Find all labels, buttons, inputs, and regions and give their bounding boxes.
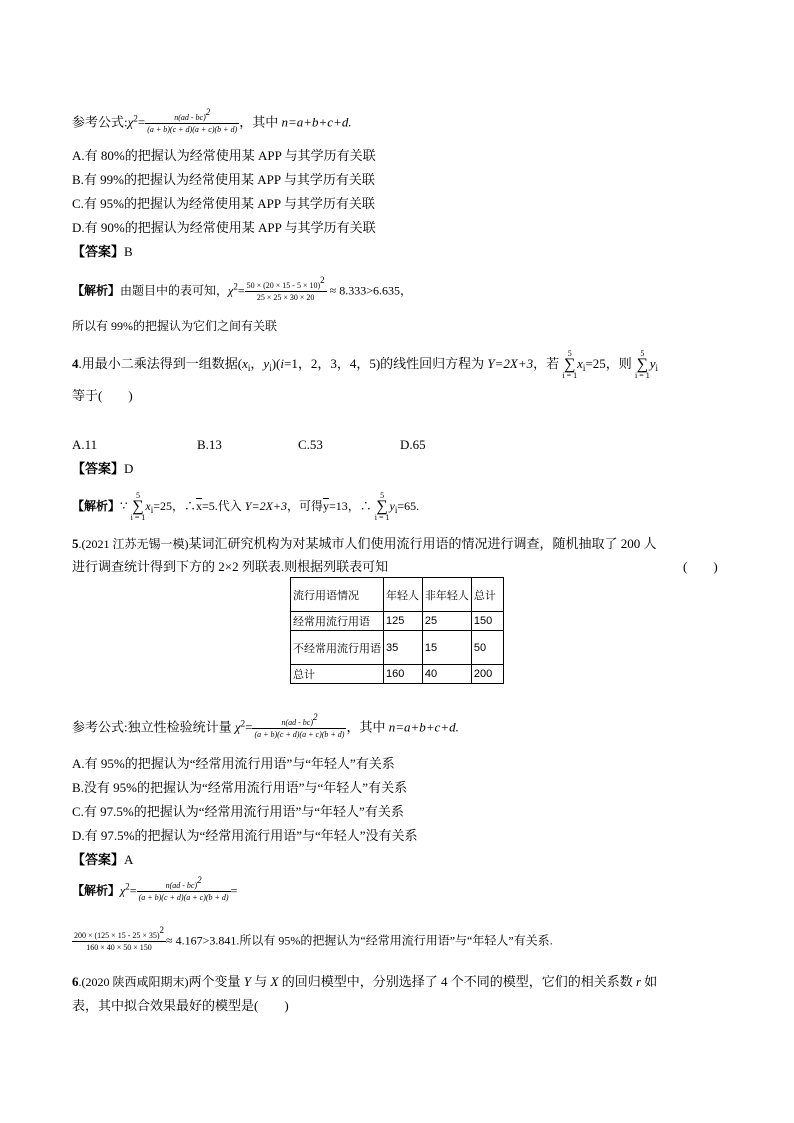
table-cell: 150 <box>471 612 503 631</box>
table-cell: 总计 <box>291 665 384 684</box>
q5-option-b: B.没有 95%的把握认为“经常用流行用语”与“年轻人”有关系 <box>72 780 408 795</box>
formula-line-2: 参考公式:独立性检验统计量 $\chi^2=$ $\frac{n(ad - bc)^2}{(a + b)(c + d)(a + c)(b + d)}$ ，其中 n=a+b+c+d. <box>72 712 459 739</box>
table-header-cell: 非年轻人 <box>422 578 471 612</box>
table-row <box>291 612 504 631</box>
analysis-line-2: 所以有 99%的把握认为它们之间有关联 <box>72 319 277 333</box>
analysis-line: 【解析】由题目中的表可知，$\chi^2=$ $\frac{50 \times (20 \times 15 - 5 \times 10)^2}{25 \times 25 \times 30 \times 20}$ ≈ 8.333>6.635， <box>72 275 412 302</box>
table-header-cell: 年轻人 <box>384 578 423 612</box>
table-cell: 35 <box>384 631 423 665</box>
option-b: B.有 99%的把握认为经常使用某 APP 与其学历有关联 <box>72 172 375 187</box>
table-cell: 25 <box>422 612 471 631</box>
sum-symbol: 5 ∑ i = 1 <box>635 349 650 380</box>
q4-option-d: D.65 <box>400 437 426 452</box>
q5-analysis-line-1: 【解析】$\chi^2=$ $\frac{n(ad - bc)^2}{(a + b)(c + d)(a + c)(b + d)}$ = <box>72 875 238 902</box>
table-header-cell: 流行用语情况 <box>291 578 384 612</box>
question-5-line-2: 进行调查统计得到下方的 2×2 列联表.则根据列联表可知 <box>72 559 389 574</box>
formula-line-1: 参考公式$:\chi^2=$ $\frac{n(ad - bc)^2}{(a + b)(c + d)(a + c)(b + d)}$ ，其中 n=a+b+c+d. <box>72 107 352 134</box>
q5-option-a: A.有 95%的把握认为“经常用流行用语”与“年轻人”有关系 <box>72 756 395 771</box>
table-cell: 200 <box>471 665 503 684</box>
chi-square-fraction: $\frac{n(ad - bc)^2}{(a + b)(c + d)(a + c)(b + d)}$ <box>147 107 238 134</box>
question-4-line-1: 4.用最小二乘法得到一组数据($x_i$，$y_i)(i=1$，2，3，4，5)的线性回归方程为 Y=2X+3，若 5 ∑ $i = 1x_i=25$，则 5 ∑ $i = 1y_i$ <box>72 349 659 380</box>
table-cell: 不经常用流行用语 <box>291 631 384 665</box>
table-cell: 15 <box>422 631 471 665</box>
answer-line: 【答案】B <box>72 244 133 259</box>
question-4-line-2: 等于( ) <box>72 388 133 403</box>
question-5-paren: ( ) <box>683 559 718 574</box>
table-cell: 50 <box>471 631 503 665</box>
table-cell: 160 <box>384 665 423 684</box>
option-a: A.有 80%的把握认为经常使用某 APP 与其学历有关联 <box>72 148 376 163</box>
table-row <box>291 631 504 665</box>
question-5-line-1: 5.(2021 江苏无锡一模)某词汇研究机构为对某城市人们使用流行用语的情况进行调查，随机抽取了 200 人 <box>72 536 657 551</box>
q4-analysis-line: 【解析】∵ 5 ∑ $i = 1x_i=25$，$\therefore\overline{x}=5$.代入 Y=2X+3，可得$\overline{y}=13$，∴ 5 ∑ $i = 1y_i=65$. <box>72 491 420 522</box>
table-cell: 经常用流行用语 <box>291 612 384 631</box>
option-d: D.有 90%的把握认为经常使用某 APP 与其学历有关联 <box>72 220 376 235</box>
option-c: C.有 95%的把握认为经常使用某 APP 与其学历有关联 <box>72 196 375 211</box>
q4-option-a: A.11 <box>72 437 98 452</box>
table-cell: 40 <box>422 665 471 684</box>
q4-option-b: B.13 <box>197 437 222 452</box>
q5-answer-line: 【答案】A <box>72 852 134 867</box>
q5-option-c: C.有 97.5%的把握认为“经常用流行用语”与“年轻人”有关系 <box>72 804 404 819</box>
q4-option-c: C.53 <box>298 437 323 452</box>
table-row <box>291 665 504 684</box>
q4-answer-line: 【答案】D <box>72 461 134 476</box>
question-6-line-1: 6.(2020 陕西咸阳期末)两个变量 Y 与 X 的回归模型中，分别选择了 4 个不同的模型，它们的相关系数 r 如 <box>72 974 658 989</box>
sum-symbol: 5 ∑ i = 1 <box>562 349 578 380</box>
q5-analysis-line-2: $\frac{200 \times (125 \times 15 - 25 \times 35)^2}{160 \times 40 \times 50 \times 150}$ ≈ 4.167>3.841.所以有 95%的把握认为“经常用流行用语”与“年轻人”有关系. <box>74 925 553 952</box>
q5-option-d: D.有 97.5%的把握认为“经常用流行用语”与“年轻人”没有关系 <box>72 828 418 843</box>
contingency-table <box>290 577 504 684</box>
table-header-cell: 总计 <box>471 578 503 612</box>
table-header-row <box>291 578 504 612</box>
analysis-fraction: $\frac{50 \times (20 \times 15 - 5 \times 10)^2}{25 \times 25 \times 30 \times 20}$ <box>246 275 325 302</box>
question-6-line-2: 表，其中拟合效果最好的模型是( ) <box>72 998 289 1013</box>
chi-square-fraction: $\frac{n(ad - bc)^2}{(a + b)(c + d)(a + c)(b + d)}$ <box>254 712 345 739</box>
table-cell: 125 <box>384 612 423 631</box>
